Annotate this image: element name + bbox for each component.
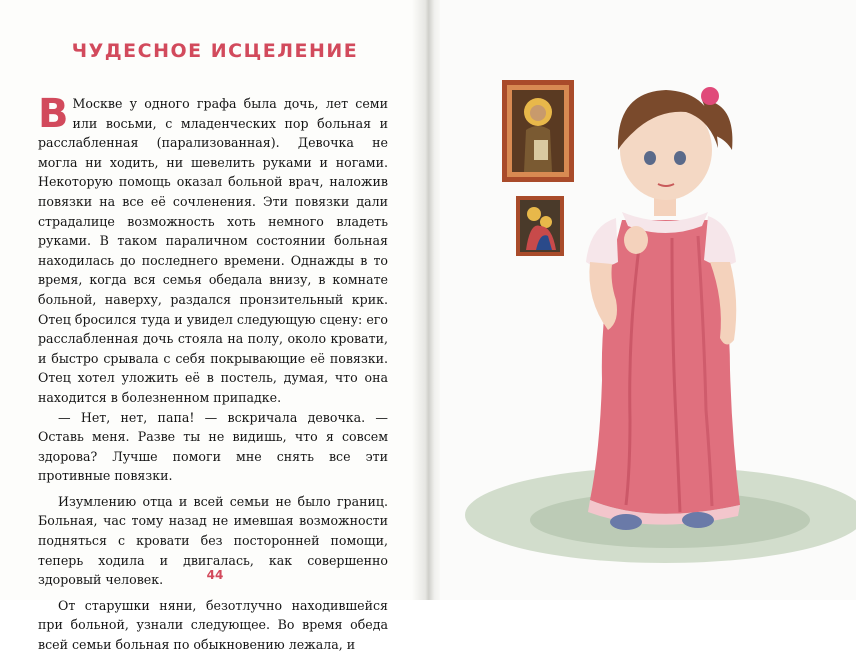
icon-frame-large bbox=[502, 80, 574, 182]
paragraph-2: — Нет, нет, папа! — вскричала девочка. — Оставь меня. Разве ты не видишь, что я совсем здорова? Лучше помоги мне снять все эти противные повязки. bbox=[38, 409, 388, 484]
book-gutter bbox=[412, 0, 442, 600]
girl-with-icons-illustration bbox=[440, 0, 856, 600]
page-number: 44 bbox=[206, 568, 224, 582]
paragraph-1-text: Москве у одного графа была дочь, лет семи или восьми, с младенческих пор больная и расслабленная (парализованная). Девочка не могла ни ходить, ни шевелить руками и ногами. Некоторую помощь оказал больной врач, наложив повязки на все её сочленения. Эти повязки дали страдалице возможность хоть немного владеть руками. В таком параличном состоянии больная находилась до последнего времени. Однажды в то время, когда вся семья обедала внизу, в комнате больной, наверху, раздался пронзительный крик. Отец бросился туда и увидел следующую сцену: его расслабленная дочь стояла на полу, около кровати, и быстро срывала с себя покрывающие её повязки. Отец хотел уложить её в постель, думая, что она находится в болезненном припадке. bbox=[38, 96, 388, 405]
girl-figure bbox=[586, 87, 740, 530]
icon-frame-small bbox=[516, 196, 564, 256]
paragraph-4: От старушки няни, безотлучно находившейся при больной, узнали следующее. Во время обеда всей семьи больная по обыкновению лежала, и bbox=[38, 597, 388, 653]
paragraph-1 bbox=[38, 91, 388, 408]
drop-cap: В bbox=[38, 91, 69, 137]
paragraph-3: Изумлению отца и всей семьи не было границ. Больная, час тому назад не имевшая возможности подняться с кровати без посторонней помощи, теперь ходила и двигалась, как совершенно здоровый человек. bbox=[38, 493, 388, 588]
page-title: ЧУДЕСНОЕ ИСЦЕЛЕНИЕ bbox=[71, 40, 359, 62]
left-page bbox=[0, 0, 420, 653]
